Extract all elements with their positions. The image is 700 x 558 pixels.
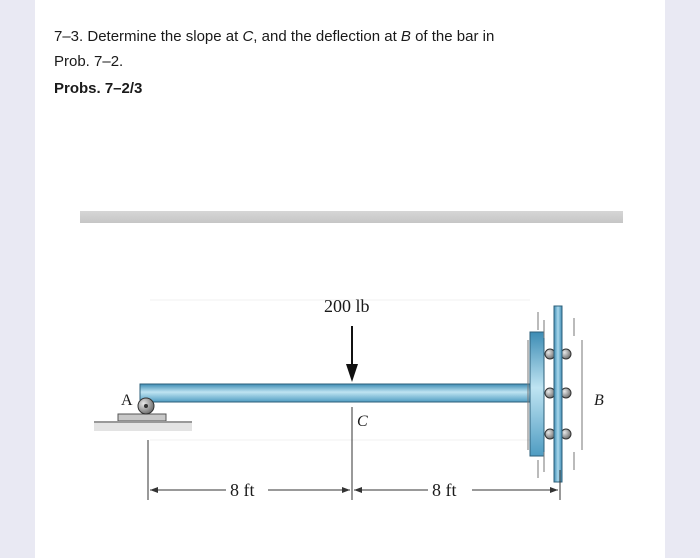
probs-reference: Probs. 7–2/3	[54, 80, 143, 97]
end-plate	[530, 332, 544, 456]
statement-part: of the bar in	[410, 28, 495, 45]
statement-part: , and the deflection at	[253, 28, 401, 45]
load-label: 200 lb	[324, 296, 370, 316]
point-c-label: C	[357, 413, 368, 430]
dim-left-label: 8 ft	[230, 480, 255, 500]
dim-right-label: 8 ft	[432, 480, 457, 500]
point-a-label: A	[121, 392, 133, 409]
load-arrow	[346, 326, 358, 382]
dimension-lines	[148, 440, 560, 500]
var-c: C	[242, 28, 254, 45]
statement-part: 7–3. Determine the slope at	[54, 28, 243, 45]
background-ghost-lines	[150, 300, 530, 440]
ground-support-a	[94, 414, 192, 431]
point-b-label: B	[594, 392, 604, 409]
pin-support-a	[138, 398, 154, 414]
horizontal-bar	[140, 384, 532, 402]
problem-statement-line2: Prob. 7–2.	[54, 53, 124, 70]
wall-b	[554, 306, 562, 482]
var-b: B	[400, 28, 411, 45]
